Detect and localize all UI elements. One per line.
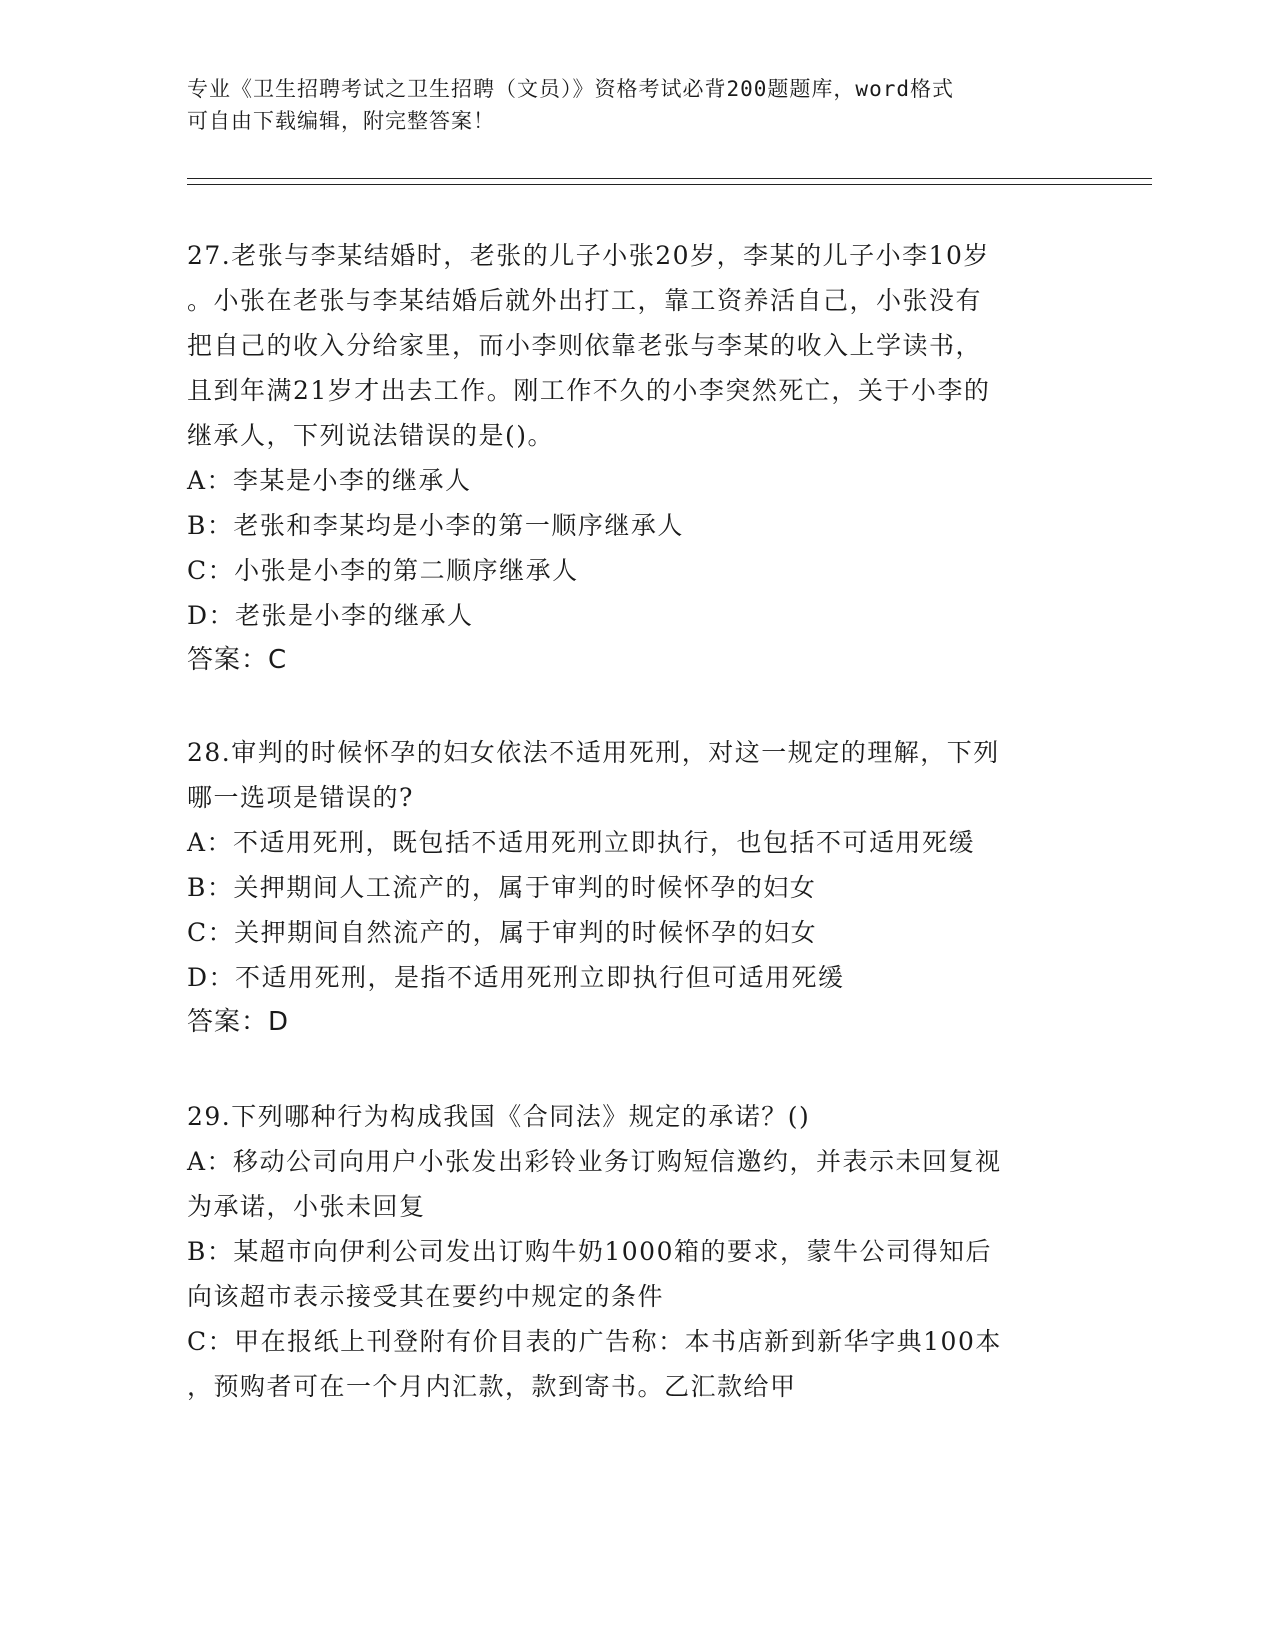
header-line-2: 可自由下载编辑，附完整答案！ (187, 109, 495, 133)
header-line-1: 专业《卫生招聘考试之卫生招聘（文员）》资格考试必背200题题库，word格式 (187, 77, 954, 101)
header-divider-top (187, 178, 1152, 179)
answer-line: 答案：C (187, 645, 288, 675)
option-c: C：关押期间自然流产的，属于审判的时候怀孕的妇女 (187, 918, 818, 947)
answer-line: 答案：D (187, 1007, 290, 1037)
question-stem-line: 。小张在老张与李某结婚后就外出打工，靠工资养活自己，小张没有 (187, 286, 983, 315)
document-header (187, 73, 1087, 137)
question-stem-line: 27.老张与李某结婚时，老张的儿子小张20岁，李某的儿子小李10岁 (187, 241, 990, 270)
option-c-line-2: ，预购者可在一个月内汇款，款到寄书。乙汇款给甲 (187, 1372, 797, 1401)
question-stem-line: 把自己的收入分给家里，而小李则依靠老张与李某的收入上学读书， (187, 331, 983, 360)
question-28 (187, 730, 1087, 1045)
option-c-line-1: C：甲在报纸上刊登附有价目表的广告称：本书店新到新华字典100本 (187, 1327, 1002, 1356)
option-b: B：关押期间人工流产的，属于审判的时候怀孕的妇女 (187, 873, 817, 902)
option-b-line-2: 向该超市表示接受其在要约中规定的条件 (187, 1282, 665, 1311)
option-d: D：不适用死刑，是指不适用死刑立即执行但可适用死缓 (187, 963, 845, 992)
option-a-line-1: A：移动公司向用户小张发出彩铃业务订购短信邀约，并表示未回复视 (187, 1147, 1002, 1176)
option-a: A：李某是小李的继承人 (187, 466, 472, 495)
question-stem-line: 29.下列哪种行为构成我国《合同法》规定的承诺？() (187, 1102, 811, 1131)
question-27 (187, 233, 1087, 683)
question-29 (187, 1094, 1087, 1409)
question-stem-line: 哪一选项是错误的? (187, 783, 414, 812)
option-b-line-1: B：某超市向伊利公司发出订购牛奶1000箱的要求，蒙牛公司得知后 (187, 1237, 992, 1266)
question-stem-line: 且到年满21岁才出去工作。刚工作不久的小李突然死亡，关于小李的 (187, 376, 991, 405)
option-d: D：老张是小李的继承人 (187, 601, 474, 630)
option-b: B：老张和李某均是小李的第一顺序继承人 (187, 511, 684, 540)
option-c: C：小张是小李的第二顺序继承人 (187, 556, 579, 585)
header-divider-bottom (187, 184, 1152, 185)
question-stem-line: 28.审判的时候怀孕的妇女依法不适用死刑，对这一规定的理解，下列 (187, 738, 1000, 767)
option-a-line-2: 为承诺，小张未回复 (187, 1192, 426, 1221)
option-a: A：不适用死刑，既包括不适用死刑立即执行，也包括不可适用死缓 (187, 828, 976, 857)
question-stem-line: 继承人，下列说法错误的是()。 (187, 421, 555, 450)
